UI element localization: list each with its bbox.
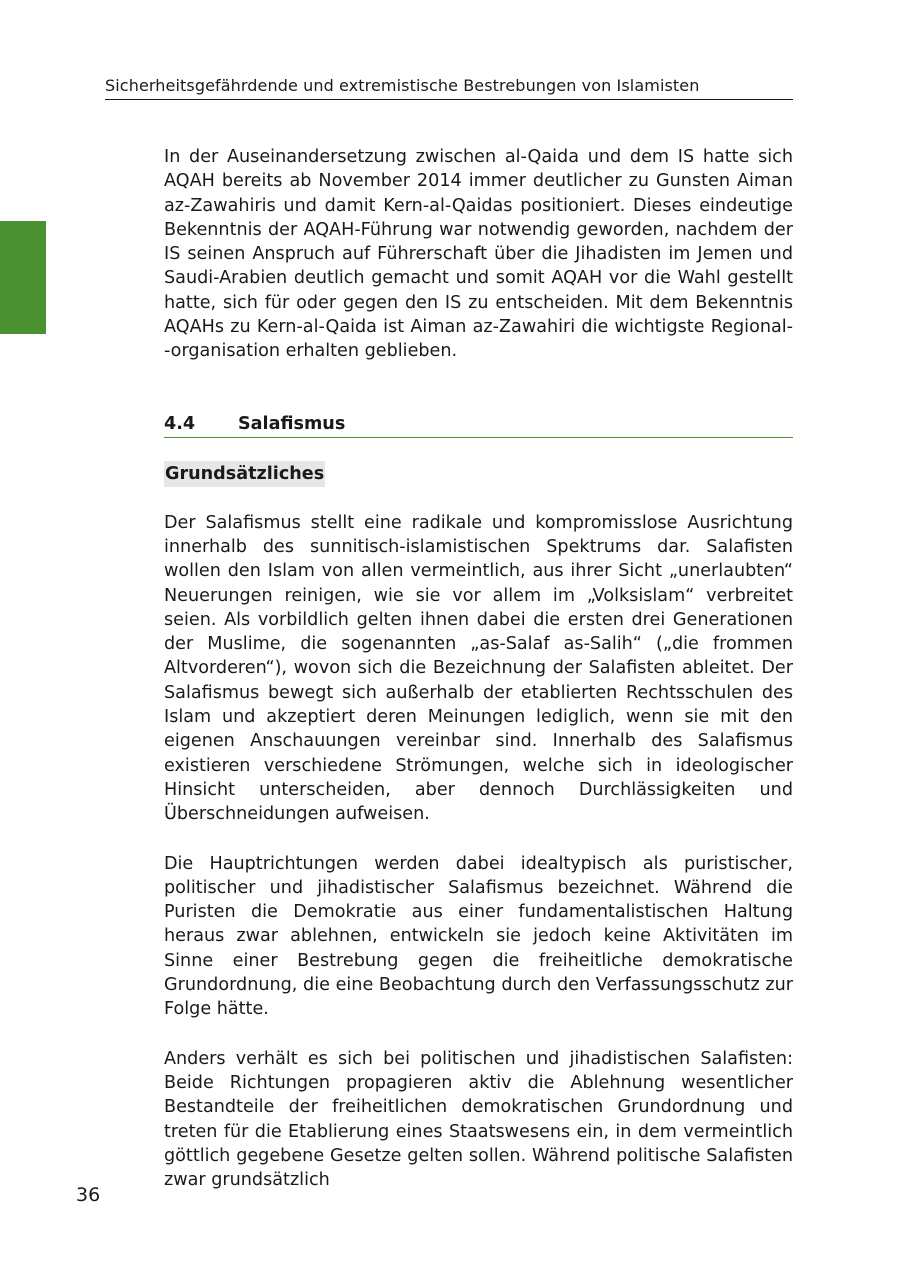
subheading: Grundsätzliches — [164, 461, 325, 487]
chapter-marker-tab — [0, 221, 46, 334]
running-header: Sicherheitsgefährdende und extremistische Bestrebungen von Islamisten — [105, 76, 700, 95]
section-heading — [164, 412, 793, 438]
intro-paragraph: In der Auseinandersetzung zwischen al-Qaida und dem IS hatte sich AQAH bereits ab November 2014 immer deutlicher zu Gunsten Aiman az-Zawahiris und damit Kern-al-Qaidas positioniert. Dieses eindeutige Bekenntnis der AQAH-Führung war notwendig geworden, nachdem der IS seinen Anspruch auf Führerschaft über die Jihadisten im Jemen und Saudi-Arabien deutlich gemacht und somit AQAH vor die Wahl gestellt hatte, sich für oder gegen den IS zu entscheiden. Mit dem Bekenntnis AQAHs zu Kern-al-Qaida ist Aiman az-Zawahiri die wichtigste Regional--organisation erhalten geblieben. — [164, 147, 793, 362]
section-title: Salafismus — [238, 413, 346, 434]
header-rule — [105, 99, 793, 100]
page-number: 36 — [76, 1184, 101, 1206]
body-paragraph: Der Salafismus stellt eine radikale und kompromisslose Ausrichtung innerhalb des sunnitisch-islamistischen Spektrums dar. Salafisten wollen den Islam von allen vermeintlich, aus ihrer Sicht „unerlaubten“ Neuerungen reinigen, wie sie vor allem im „Volksislam“ verbreitet seien. Als vorbildlich gelten ihnen dabei die ersten drei Generationen der Muslime, die sogenannten „as-Salaf as-Salih“ („die frommen Altvorderen“), wovon sich die Bezeichnung der Salafisten ableitet. Der Salafismus bewegt sich außerhalb der etablierten Rechtsschulen des Islam und akzeptiert deren Meinungen lediglich, wenn sie mit den eigenen Anschauungen vereinbar sind. Innerhalb des Salafismus existieren verschiedene Strömungen, welche sich in ideologischer Hinsicht unterscheiden, aber dennoch Durchlässigkeiten und Überschneidungen aufweisen. — [164, 512, 793, 825]
page-body — [164, 145, 793, 1192]
body-paragraph: Die Hauptrichtungen werden dabei idealtypisch als puristischer, politischer und jihadistischer Salafismus bezeichnet. Während die Puristen die Demokratie aus einer fundamentalistischen Haltung heraus zwar ablehnen, entwickeln sie jedoch keine Aktivitäten im Sinne einer Bestrebung gegen die freiheitliche demokratische Grundordnung, die eine Beobachtung durch den Verfassungsschutz zur Folge hätte. — [164, 853, 793, 1020]
body-paragraph: Anders verhält es sich bei politischen und jihadistischen Salafisten: Beide Richtungen propagieren aktiv die Ablehnung wesentlicher Bestandteile der freiheitlichen demokratischen Grundordnung und treten für die Etablierung eines Staatswesens ein, in dem vermeintlich göttlich gegebene Gesetze gelten sollen. Während politische Salafisten zwar grundsätzlich — [164, 1048, 793, 1191]
section-number: 4.4 — [164, 413, 196, 434]
